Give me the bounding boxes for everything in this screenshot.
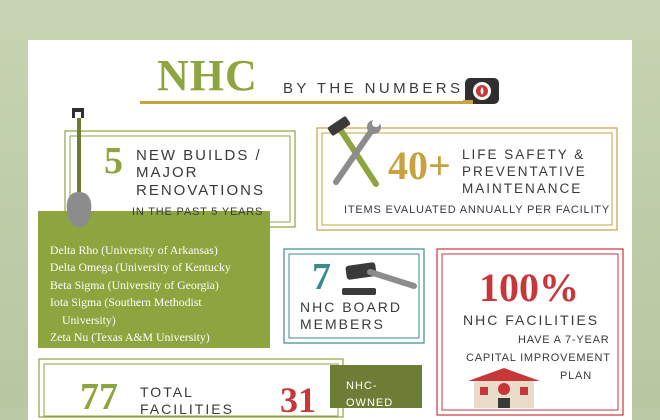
total-number: 77 <box>80 376 118 418</box>
safety-number: 40+ <box>388 143 451 188</box>
board-line2: MEMBERS <box>300 316 385 332</box>
owned-line2: OWNED <box>346 397 394 409</box>
owned-line1: NHC- <box>346 380 378 392</box>
builds-number: 5 <box>104 140 123 182</box>
list-item: Delta Rho (University of Arkansas) <box>50 243 218 257</box>
facilities-number: 100% <box>479 265 579 310</box>
safety-note: ITEMS EVALUATED ANNUALLY PER FACILITY <box>344 204 610 216</box>
safety-line1: LIFE SAFETY & <box>462 147 586 162</box>
facilities-line3: CAPITAL IMPROVEMENT <box>466 352 611 364</box>
owned-number: 31 <box>280 380 316 420</box>
builds-line2: MAJOR <box>136 164 199 181</box>
builds-line1: NEW BUILDS / <box>136 147 262 164</box>
page-subtitle: BY THE NUMBERS <box>283 80 464 97</box>
builds-line3: RENOVATIONS <box>136 182 265 199</box>
list-item: Beta Sigma (University of Georgia) <box>50 277 219 292</box>
title-underline <box>140 101 470 104</box>
house-icon <box>466 367 542 408</box>
list-item: Zeta Nu (Texas A&M University) <box>50 330 210 345</box>
facilities-line4: PLAN <box>560 370 592 382</box>
tape-measure-icon <box>463 76 503 106</box>
gavel-icon <box>342 254 418 298</box>
total-line1: TOTAL <box>140 384 194 400</box>
list-item: University) <box>62 312 116 327</box>
facilities-line1: NHC FACILITIES <box>463 312 600 328</box>
board-line1: NHC BOARD <box>300 299 403 315</box>
total-line2: FACILITIES <box>140 401 234 417</box>
hammer-wrench-icon <box>324 118 386 190</box>
list-item: Delta Omega (University of Kentucky <box>50 260 231 275</box>
safety-line2: PREVENTATIVE <box>462 164 587 179</box>
brand-title: NHC <box>157 51 258 100</box>
board-number: 7 <box>312 256 331 298</box>
builds-note: IN THE PAST 5 YEARS <box>132 206 264 218</box>
chapters-list <box>50 242 231 346</box>
facilities-line2: HAVE A 7-YEAR <box>518 334 610 346</box>
list-item: Iota Sigma (Southern Methodist <box>50 295 202 310</box>
safety-line3: MAINTENANCE <box>462 181 583 196</box>
